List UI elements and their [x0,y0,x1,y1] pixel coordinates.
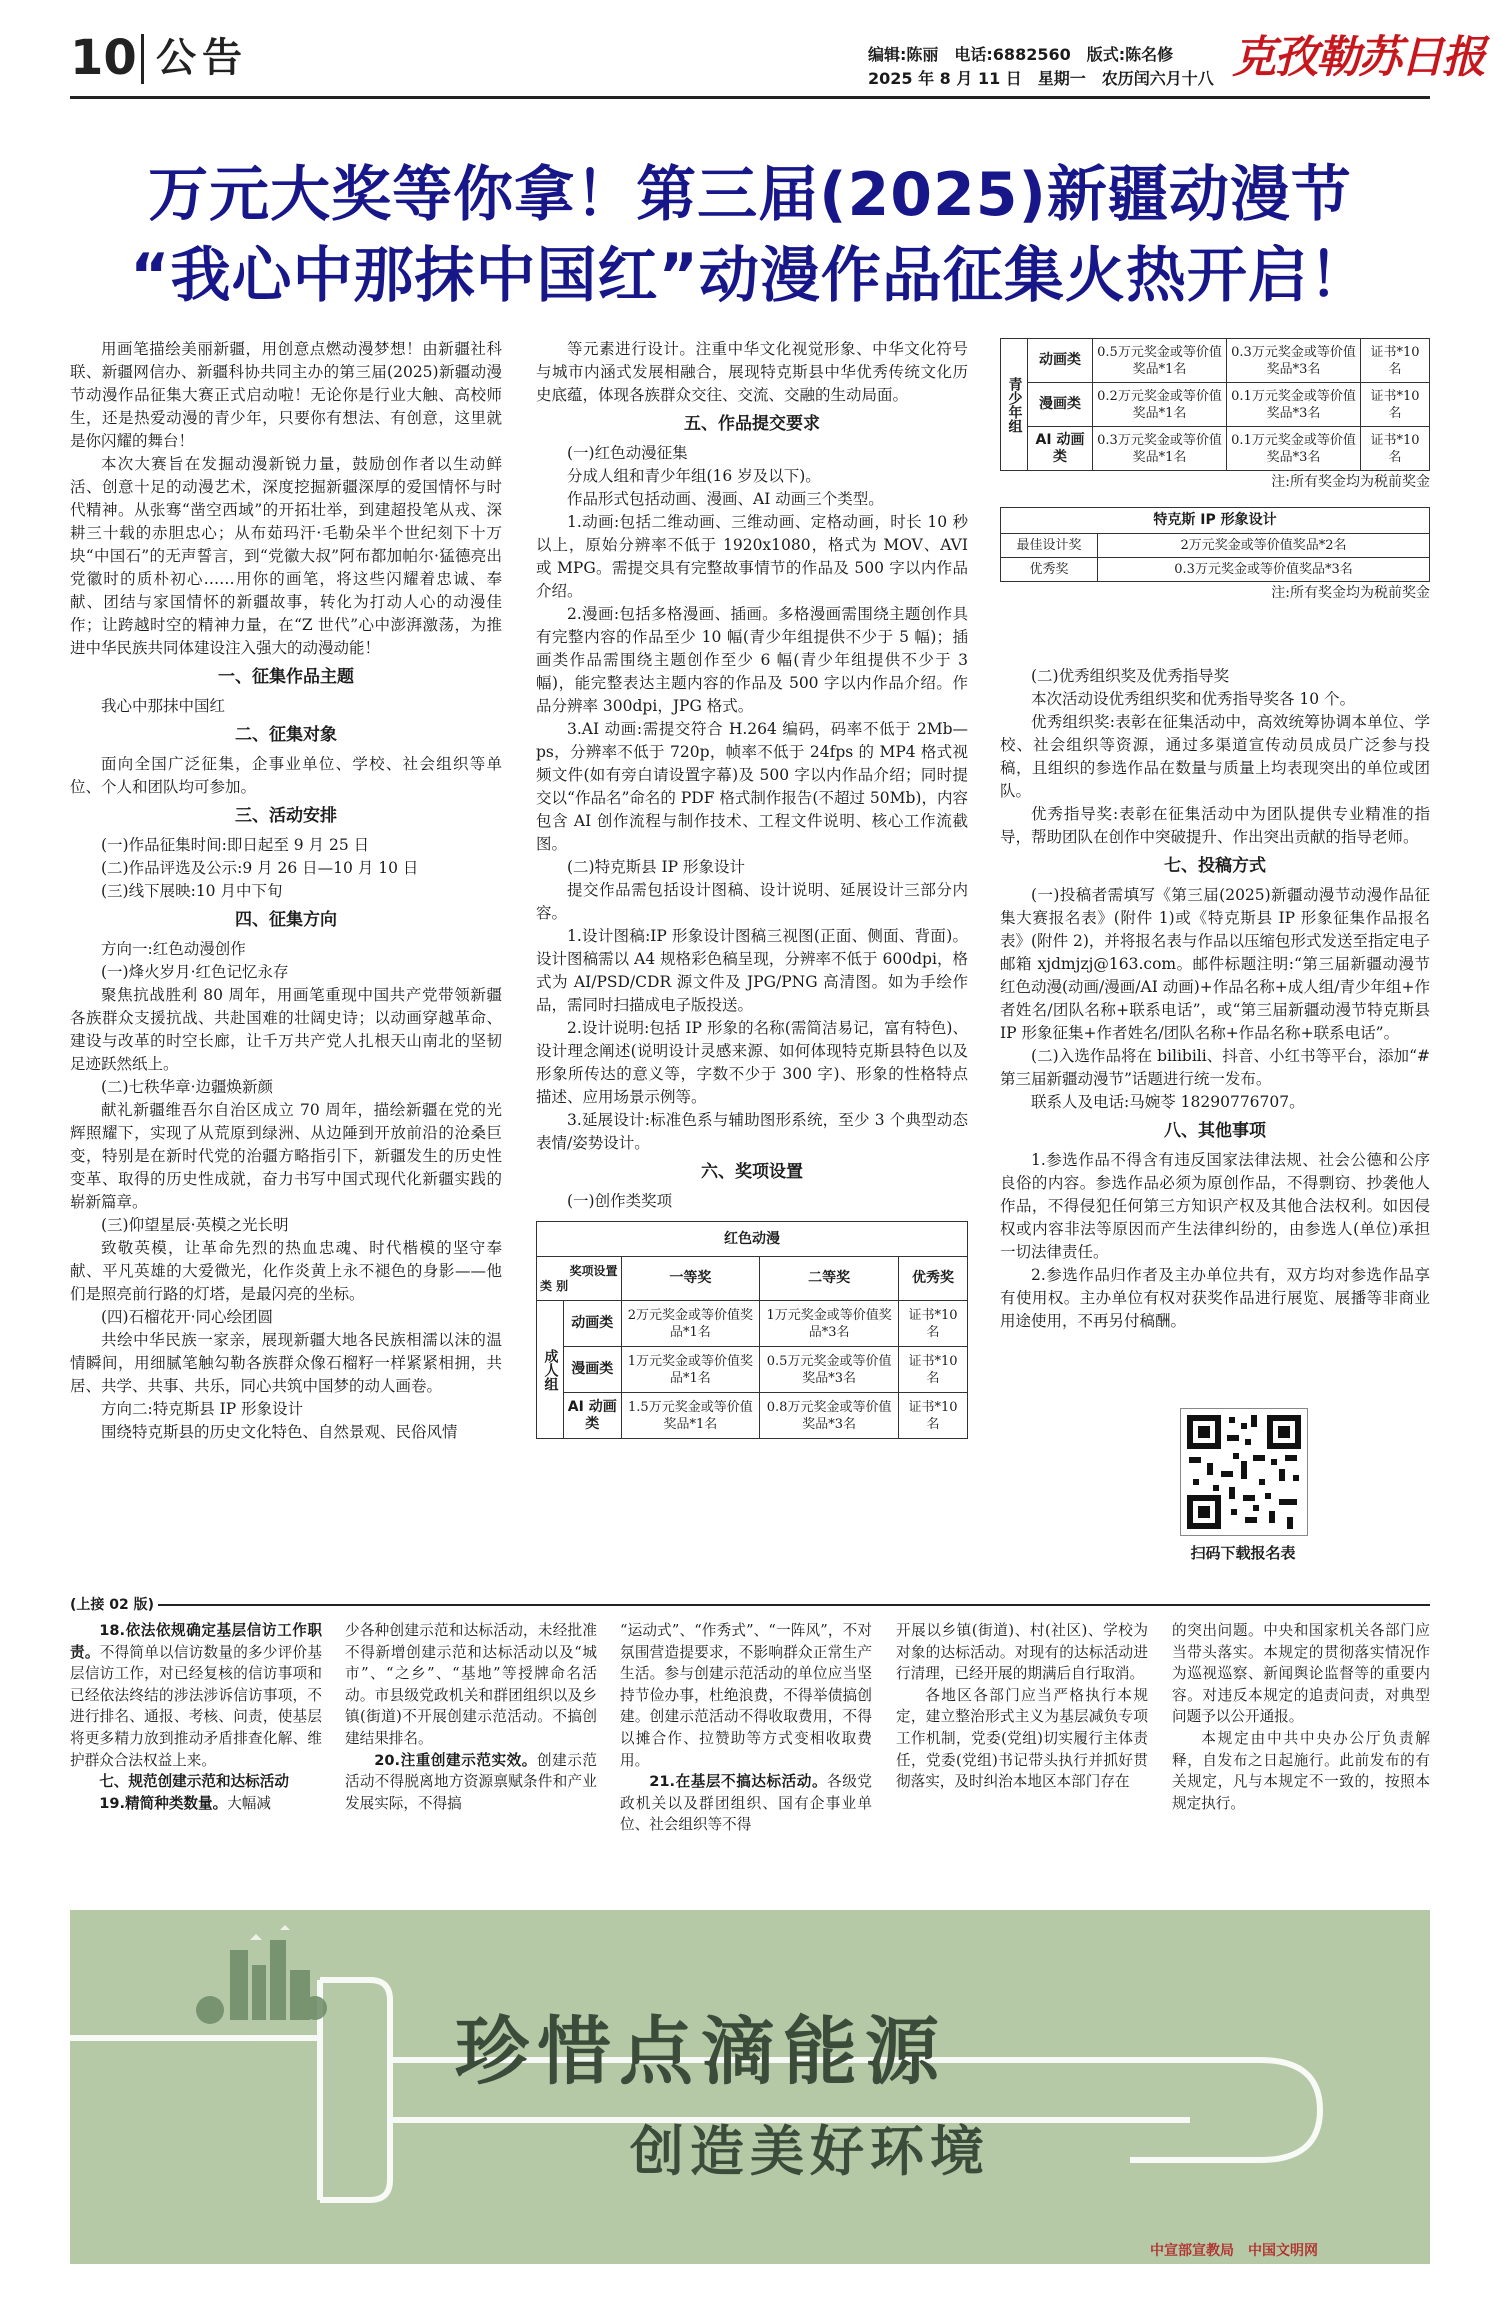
table-corner: 奖项设置 类 别 [537,1257,622,1301]
table-cell: 1万元奖金或等价值奖品*3名 [760,1301,899,1347]
clause-text: 不得简单以信访数量的多少评价基层信访工作，对已经复核的信访事项和已经依法终结的涉法涉诉信访事项，不进行排名、通报、考核、问责，使基层将更多精力放到推动矛盾排查化解、维护群众合法权益上来。 [70,1643,322,1769]
sub-heading: (二)特克斯县 IP 形象设计 [567,858,746,876]
section-heading-theme: 一、征集作品主题 [218,667,354,687]
body-text: 2.参选作品归作者及主办单位共有，双方均对参选作品享有使用权。主办单位有权对获奖作品进行展览、展播等非商业用途使用，不再另付稿酬。 [1000,1266,1430,1330]
section-heading-direction: 四、征集方向 [235,910,337,930]
row-category: AI 动画类 [564,1393,622,1439]
row-category: 漫画类 [564,1347,622,1393]
table-cell: 0.8万元奖金或等价值奖品*3名 [760,1393,899,1439]
table-cell: 0.2万元奖金或等价值奖品*1名 [1093,383,1227,427]
clause-text: 本规定由中共中央办公厅负责解释，自发布之日起施行。此前发布的有关规定，凡与本规定不一致的，按照本规定执行。 [1172,1729,1430,1812]
row-category: 动画类 [1028,339,1093,383]
page-number: 10 [70,30,137,86]
qr-code-icon[interactable] [1180,1408,1308,1536]
clause-section-heading: 七、规范创建示范和达标活动 [99,1773,289,1791]
table-cell: 0.3万元奖金或等价值奖品*3名 [1227,339,1361,383]
intro-paragraph: 用画笔描绘美丽新疆，用创意点燃动漫梦想！由新疆社科联、新疆网信办、新疆科协共同主办的第三届(2025)新疆动漫节动漫作品征集大赛正式启动啦！无论你是行业大触、高校师生，还是热爱动漫的青少年，只要你有想法、有创意，这里就是你闪耀的舞台！ [70,340,502,450]
clause-title: 20.注重创建示范实效。 [374,1751,537,1769]
section-heading-schedule: 三、活动安排 [235,806,337,826]
clause-title: 21.在基层不搞达标活动。 [649,1773,828,1791]
sub-heading: (一)红色动漫征集 [567,444,688,462]
row-category: 优秀奖 [1001,558,1098,582]
body-text: 优秀指导奖:表彰在征集活动中为团队提供专业精准的指导，帮助团队在创作中突破提升、作出突出贡献的指导老师。 [1000,805,1430,846]
clause-text: 大幅减 [227,1794,271,1812]
article-column-1 [70,338,502,1444]
body-text: 分成人组和青少年组(16 岁及以下)。 [567,467,821,485]
date-line: 2025 年 8 月 11 日 星期一 农历闰六月十八 [868,69,1214,88]
direction-1: 方向一:红色动漫创作 [101,940,246,958]
clause-text: 创建示范活动不得脱离地方资源禀赋条件和产业发展实际，不得搞 [345,1751,597,1812]
table-cell: 0.1万元奖金或等价值奖品*3名 [1227,383,1361,427]
table-cell: 0.5万元奖金或等价值奖品*1名 [1093,339,1227,383]
table-cell: 0.5万元奖金或等价值奖品*3名 [760,1347,899,1393]
direction-subheading: (一)烽火岁月·红色记忆永存 [101,963,289,981]
lower-column-4 [896,1620,1148,1793]
table-cell: 证书*10名 [899,1301,968,1347]
clause-text: 的突出问题。中央和国家机关各部门应当带头落实。本规定的贯彻落实情况作为巡视巡察、新闻舆论监督等的重要内容。对违反本规定的追责问责，对典型问题予以公开通报。 [1172,1622,1430,1726]
target-text: 面向全国广泛征集，企事业单位、学校、社会组织等单位、个人和团队均可参加。 [70,755,502,796]
body-text: 2.设计说明:包括 IP 形象的名称(需简洁易记，富有特色)、设计理念阐述(说明设计灵感来源、如何体现特克斯县特色以及形象所传达的意义等，字数不少于 300 字)、形象的性格特点描述、应用场景示例等。 [536,1019,968,1106]
lower-column-2 [345,1620,597,1814]
section-title: 公告 [156,35,248,81]
table-title: 红色动漫 [537,1222,968,1257]
theme-text: 我心中那抹中国红 [101,697,226,715]
table-cell: 1万元奖金或等价值奖品*1名 [621,1347,760,1393]
column-header: 一等奖 [621,1257,760,1301]
youth-table-block [1000,338,1430,602]
direction-subheading: (三)仰望星辰·英模之光长明 [101,1216,289,1234]
body-text: 优秀组织奖:表彰在征集活动中，高效统筹协调本单位、学校、社会组织等资源，通过多渠道宣传动员成员广泛参与投稿，且组织的参选作品在数量与质量上均表现突出的单位或团队。 [1000,713,1430,800]
sub-heading: (一)创作类奖项 [567,1192,673,1210]
editor-line: 编辑:陈丽 电话:6882560 版式:陈名修 [868,45,1174,64]
section-heading-other: 八、其他事项 [1164,1121,1266,1141]
row-category: 最佳设计奖 [1001,534,1098,558]
section-heading-submission: 五、作品提交要求 [684,414,820,434]
direction-text: 围绕特克斯县的历史文化特色、自然景观、民俗风情 [101,1423,458,1441]
clause-text: “运动式”、“作秀式”、“一阵风”，不对氛围营造提要求，不影响群众正常生产生活。参与创建示范活动的单位应当坚持节俭办事，杜绝浪费，不得举债搞创建。创建示范活动不得收取费用，不得以摊合作、拉赞助等方式变相收取费用。 [620,1622,872,1769]
lower-column-3 [620,1620,872,1836]
clause-text: 各地区各部门应当严格执行本规定，建立整治形式主义为基层减负专项工作机制，党委(党组)切实履行主体责任，党委(党组)书记带头执行并抓好贯彻落实，及时纠治本地区本部门存在 [896,1686,1148,1791]
clause-text: 开展以乡镇(街道)、村(社区)、学校为对象的达标活动。对现有的达标活动进行清理，已经开展的期满后自行取消。 [896,1622,1148,1683]
table-cell: 证书*10名 [899,1393,968,1439]
schedule-item: (二)作品评选及公示:9 月 26 日—10 月 10 日 [101,859,419,877]
body-text: 提交作品需包括设计图稿、设计说明、延展设计三部分内容。 [536,881,968,922]
section-heading-target: 二、征集对象 [235,725,337,745]
continued-paragraph: 等元素进行设计。注重中华文化视觉形象、中华文化符号与城市内涵式发展相融合，展现特克斯县中华优秀传统文化历史底蕴，体现各族群众交往、交流、交融的生动局面。 [536,340,968,404]
tax-note: 注:所有奖金均为税前奖金 [1271,585,1430,601]
group-label: 青少年组 [1001,339,1028,471]
body-text: 1.设计图稿:IP 形象设计图稿三视图(正面、侧面、背面)。设计图稿需以 A4 规格彩色稿呈现，分辨率不低于 600dpi，格式为 AI/PSD/CDR 源文件及 JPG/PNG 高清图。如为手绘作品，需同时扫描成电子版投送。 [536,927,968,1014]
lower-column-1 [70,1620,322,1814]
body-text: 3.延展设计:标准色系与辅助图形系统，至少 3 个典型动态表情/姿势设计。 [536,1111,968,1152]
table-title: 特克斯 IP 形象设计 [1001,508,1430,534]
row-category: AI 动画类 [1028,427,1093,471]
table-cell: 0.3万元奖金或等价值奖品*1名 [1093,427,1227,471]
newspaper-logo: 克孜勒苏日报 [1232,32,1484,83]
table-cell: 0.1万元奖金或等价值奖品*3名 [1227,427,1361,471]
body-text: 1.动画:包括二维动画、三维动画、定格动画，时长 10 秒以上，原始分辨率不低于 1920x1080，格式为 MOV、AVI 或 MPG。需提交具有完整故事情节的作品及 500 字以内作品介绍。 [536,513,968,600]
body-text: (二)入选作品将在 bilibili、抖音、小红书等平台，添加“#第三届新疆动漫节”话题进行统一发布。 [1000,1047,1430,1088]
clause-title: 19.精简种类数量。 [99,1794,228,1812]
clause-title: 18.依法依规确定基层信访工作职责。 [70,1622,322,1661]
group-label: 成人组 [537,1301,564,1439]
award-table-ip [1000,507,1430,582]
table-cell: 0.3万元奖金或等价值奖品*3名 [1098,558,1430,582]
headline-line-1: 万元大奖等你拿！第三届(2025)新疆动漫节 [148,160,1352,230]
headline-line-2: “我心中那抹中国红”动漫作品征集火热开启！ [130,241,1370,311]
table-cell: 2万元奖金或等价值奖品*2名 [1098,534,1430,558]
column-header: 二等奖 [760,1257,899,1301]
article-column-3 [1000,665,1430,1333]
ad-source: 中宣部宣教局 中国文明网 [1150,2243,1318,2259]
section-heading-awards: 六、奖项设置 [701,1162,803,1182]
table-cell: 2万元奖金或等价值奖品*1名 [621,1301,760,1347]
direction-text: 聚焦抗战胜利 80 周年，用画笔重现中国共产党带领新疆各族群众支援抗战、共赴国难的壮阔史诗；以动画穿越革命、建设与改革的时空长廊，让千万共产党人扎根天山南北的坚韧足迹跃然纸上。 [70,986,502,1073]
schedule-item: (三)线下展映:10 月中下旬 [101,882,283,900]
table-cell: 1.5万元奖金或等价值奖品*1名 [621,1393,760,1439]
body-text: 2.漫画:包括多格漫画、插画。多格漫画需围绕主题创作具有完整内容的作品至少 10 幅(青少年组提供不少于 5 幅)；插画类作品需围绕主题创作至少 6 幅(青少年组提供不少于 3 幅)，能完整表达主题内容的作品及 500 字以内作品介绍。作品分辨率 300dpi，JPG 格式。 [536,605,968,715]
body-text: (一)投稿者需填写《第三届(2025)新疆动漫节动漫作品征集大赛报名表》(附件 1)或《特克斯县 IP 形象征集作品报名表》(附件 2)，并将报名表与作品以压缩包形式发送至指定电子邮箱 xjdmjzj@163.com。邮件标题注明:“第三届新疆动漫节红色动漫(动画/漫画/AI 动画)+作品名称+成人组/青少年组+作者姓名/团队名称+联系电话”，或“第三届新疆动漫节特克斯县 IP 形象征集+作者姓名/团队名称+作品名称+联系电话”。 [1000,886,1430,1042]
article-column-2 [536,338,968,1439]
table-cell: 证书*10名 [899,1347,968,1393]
continued-label: (上接 02 版) [70,1597,155,1613]
body-text: 作品形式包括动画、漫画、AI 动画三个类型。 [567,490,884,508]
ad-slogan-2: 创造美好环境 [630,2120,990,2183]
body-text: 3.AI 动画:需提交符合 H.264 编码，码率不低于 2Mb—ps，分辨率不低于 720p，帧率不低于 24fps 的 MP4 格式视频文件(如有旁白请设置字幕)及 500 字以内作品介绍；同时提交以“作品名”命名的 PDF 格式制作报告(不超过 50Mb)，内容包含 AI 创作流程与制作技术、工程文件说明、核心工作流截图。 [536,720,968,853]
qr-caption: 扫码下载报名表 [1190,1544,1296,1562]
direction-2: 方向二:特克斯县 IP 形象设计 [101,1400,304,1418]
direction-text: 献礼新疆维吾尔自治区成立 70 周年，描绘新疆在党的光辉照耀下，实现了从荒原到绿洲、从边陲到开放前沿的沧桑巨变，特别是在新时代党的治疆方略指引下，新疆发生的历史性变革、取得的历史性成就，奋力书写中国式现代化新疆实践的崭新篇章。 [70,1101,502,1211]
ad-slogan-1: 珍惜点滴能源 [455,2009,947,2095]
body-text: 1.参选作品不得含有违反国家法律法规、社会公德和公序良俗的内容。参选作品必须为原创作品，不得剽窃、抄袭他人作品，不得侵犯任何第三方知识产权及其他合法权利。如因侵权或内容非法等原因而产生法律纠纷的，由参选人(单位)承担一切法律责任。 [1000,1151,1430,1261]
sub-heading: (二)优秀组织奖及优秀指导奖 [1031,667,1230,685]
direction-text: 共绘中华民族一家亲，展现新疆大地各民族相濡以沫的温情瞬间，用细腻笔触勾勒各族群众像石榴籽一样紧紧相拥，共居、共学、共事、共乐，同心共筑中国梦的动人画卷。 [70,1331,502,1395]
column-header: 优秀奖 [899,1257,968,1301]
table-cell: 证书*10名 [1361,339,1430,383]
award-table-youth [1000,338,1430,471]
schedule-item: (一)作品征集时间:即日起至 9 月 25 日 [101,836,370,854]
clause-text: 各级党政机关以及群团组织、国有企事业单位、社会组织等不得 [620,1773,872,1834]
award-table-red [536,1221,968,1439]
row-category: 漫画类 [1028,383,1093,427]
masthead-rule [70,96,1430,99]
direction-subheading: (四)石榴花开·同心绘团圆 [101,1308,274,1326]
table-cell: 证书*10名 [1361,383,1430,427]
body-text: 本次活动设优秀组织奖和优秀指导奖各 10 个。 [1031,690,1356,708]
page-number-divider [141,34,144,84]
direction-text: 致敬英模，让革命先烈的热血忠魂、时代楷模的坚守奉献、平凡英雄的大爱微光，化作炎黄上永不褪色的身影——他们是照亮前行路的灯塔，是最闪亮的坐标。 [70,1239,502,1303]
table-cell: 证书*10名 [1361,427,1430,471]
section-heading-submit: 七、投稿方式 [1164,856,1266,876]
section-divider [158,1604,1430,1606]
tax-note: 注:所有奖金均为税前奖金 [1271,474,1430,490]
lower-column-5 [1172,1620,1430,1814]
direction-subheading: (二)七秩华章·边疆焕新颜 [101,1078,274,1096]
purpose-paragraph: 本次大赛旨在发掘动漫新锐力量，鼓励创作者以生动鲜活、创意十足的动漫艺术，深度挖掘新疆深厚的爱国情怀与时代精神。从张骞“凿空西域”的开拓壮举，到建超投笔从戎、深耕三十载的赤胆忠心；从布茹玛汗·毛勒朵半个世纪刻下十万块“中国石”的无声誓言，到“党徽大叔”阿布都加帕尔·猛德亮出党徽时的质朴初心……用你的画笔，将这些闪耀着忠诚、奉献、团结与家国情怀的新疆故事，转化为打动人心的动漫佳作；让跨越时空的精神力量，在“Z 世代”心中澎湃激荡，为推进中华民族共同体建设注入强大的动漫动能！ [70,455,502,657]
row-category: 动画类 [564,1301,622,1347]
clause-text: 少各种创建示范和达标活动，未经批准不得新增创建示范和达标活动以及“城市”、“之乡”、“基地”等授牌命名活动。市县级党政机关和群团组织以及乡镇(街道)不开展创建示范活动。不搞创建结果排名。 [345,1622,597,1747]
contact-text: 联系人及电话:马婉苓 18290776707。 [1031,1093,1305,1111]
